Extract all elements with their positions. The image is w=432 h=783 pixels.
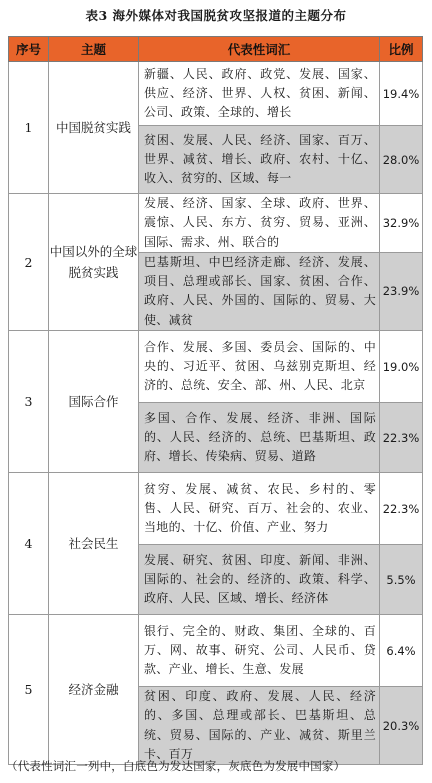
header-ratio: 比例: [380, 37, 423, 62]
vocab-cell-developed: 新疆、人民、政府、政党、发展、国家、供应、经济、世界、人权、贫困、新闻、公司、政策、全球的、增长: [139, 62, 380, 126]
table-row: [9, 62, 423, 126]
ratio-cell: 19.4%: [380, 62, 423, 126]
seq-cell: 2: [9, 194, 49, 331]
table-row: [9, 194, 423, 253]
seq-cell: 3: [9, 331, 49, 473]
header-row: [9, 37, 423, 62]
ratio-cell: 5.5%: [380, 545, 423, 615]
table-row: [9, 615, 423, 687]
table-row: [9, 473, 423, 545]
vocab-cell-developed: 发展、经济、国家、全球、政府、世界、震惊、人民、东方、贫穷、贸易、亚洲、国际、需求、州、联合的: [139, 194, 380, 253]
vocab-cell-developing: 巴基斯坦、中巴经济走廊、经济、发展、项目、总理或部长、国家、贫困、合作、政府、人民、外国的、国际的、贸易、大使、减贫: [139, 252, 380, 330]
vocab-cell-developed: 贫穷、发展、减贫、农民、乡村的、零售、人民、研究、百万、社会的、农业、当地的、十亿、价值、产业、努力: [139, 473, 380, 545]
header-theme: 主题: [49, 37, 139, 62]
header-seq: 序号: [9, 37, 49, 62]
table-note: （代表性词汇一列中，白底色为发达国家，灰底色为发展中国家）: [6, 759, 346, 773]
vocab-cell-developed: 合作、发展、多国、委员会、国际的、中央的、习近平、贫困、乌兹别克斯坦、经济的、总统、安全、部、州、人民、北京: [139, 331, 380, 403]
seq-cell: 5: [9, 615, 49, 765]
ratio-cell: 22.3%: [380, 473, 423, 545]
ratio-cell: 28.0%: [380, 126, 423, 194]
header-vocab: 代表性词汇: [139, 37, 380, 62]
theme-cell: 国际合作: [49, 331, 139, 473]
ratio-cell: 32.9%: [380, 194, 423, 253]
table-row: [9, 331, 423, 403]
theme-cell: 社会民生: [49, 473, 139, 615]
theme-distribution-table: [8, 36, 423, 765]
seq-cell: 1: [9, 62, 49, 194]
seq-cell: 4: [9, 473, 49, 615]
theme-cell: 经济金融: [49, 615, 139, 765]
vocab-cell-developing: 贫困、印度、政府、发展、人民、经济的、多国、总理或部长、巴基斯坦、总统、贸易、国际的、产业、减贫、斯里兰卡、百万: [139, 687, 380, 765]
theme-cell: 中国脱贫实践: [49, 62, 139, 194]
ratio-cell: 6.4%: [380, 615, 423, 687]
vocab-cell-developing: 贫困、发展、人民、经济、国家、百万、世界、减贫、增长、政府、农村、十亿、收入、贫穷的、区域、每一: [139, 126, 380, 194]
ratio-cell: 19.0%: [380, 331, 423, 403]
theme-cell: 中国以外的全球脱贫实践: [49, 194, 139, 331]
vocab-cell-developing: 多国、合作、发展、经济、非洲、国际的、人民、经济的、总统、巴基斯坦、政府、增长、传染病、贸易、道路: [139, 403, 380, 473]
ratio-cell: 20.3%: [380, 687, 423, 765]
ratio-cell: 22.3%: [380, 403, 423, 473]
table-caption: 表3 海外媒体对我国脱贫攻坚报道的主题分布: [85, 8, 347, 23]
vocab-cell-developing: 发展、研究、贫困、印度、新闻、非洲、国际的、社会的、经济的、政策、科学、政府、人民、区域、增长、经济体: [139, 545, 380, 615]
vocab-cell-developed: 银行、完全的、财政、集团、全球的、百万、网、故事、研究、公司、人民币、贷款、产业、增长、生意、发展: [139, 615, 380, 687]
ratio-cell: 23.9%: [380, 252, 423, 330]
